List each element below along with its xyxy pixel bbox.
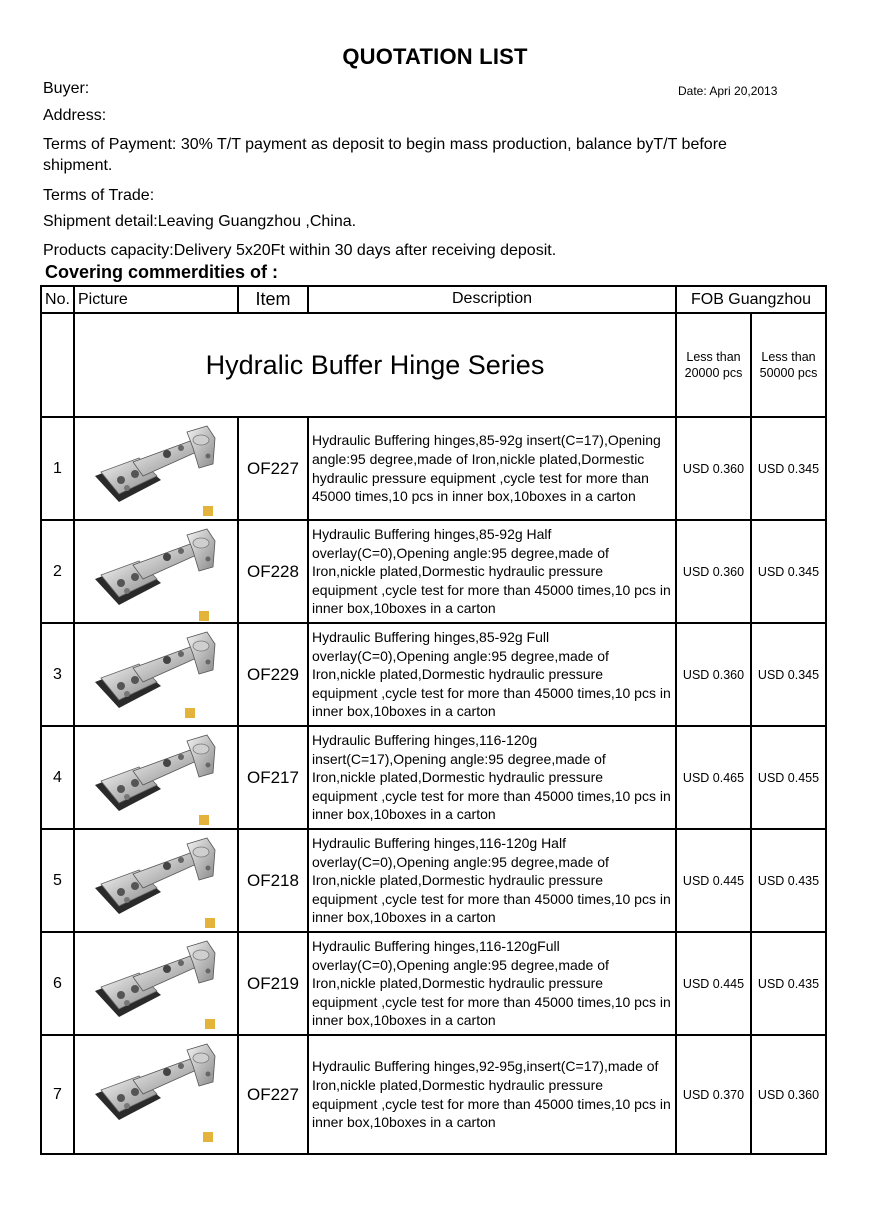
- item-description: Hydraulic Buffering hinges,116-120g insert(C=17),Opening angle:95 degree,made of Iron,nickle plated,Dormestic hydraulic pressure equipment ,cycle test for more than 45000 times,10 pcs in inner box,10boxes in a carton: [308, 726, 676, 829]
- table-row-5: [41, 829, 826, 932]
- cabinet-hinge-icon: [75, 624, 237, 723]
- item-code: OF218: [238, 829, 308, 932]
- price-tier-1: USD 0.445: [676, 829, 751, 932]
- cabinet-hinge-icon: [75, 521, 237, 620]
- item-code: OF217: [238, 726, 308, 829]
- quotation-table: [40, 285, 827, 1155]
- series-title: Hydralic Buffer Hinge Series: [74, 313, 676, 417]
- price-tier-1: USD 0.360: [676, 623, 751, 726]
- item-code: OF227: [238, 1035, 308, 1154]
- quotation-date: Date: Apri 20,2013: [678, 84, 778, 98]
- price-tier-1: USD 0.465: [676, 726, 751, 829]
- cabinet-hinge-icon: [75, 418, 237, 517]
- product-picture: [74, 726, 238, 829]
- row-number: 7: [41, 1035, 74, 1154]
- header-no: No.: [41, 286, 74, 313]
- price-tier-1-line1: Less than: [686, 350, 741, 364]
- price-tier-2: USD 0.435: [751, 932, 826, 1035]
- shipment-detail: Shipment detail:Leaving Guangzhou ,China.: [43, 213, 357, 230]
- yellow-marker-icon: [205, 1019, 215, 1029]
- item-description: Hydraulic Buffering hinges,116-120g Half overlay(C=0),Opening angle:95 degree,made of Iron,nickle plated,Dormestic hydraulic pressure equipment ,cycle test for more than 45000 times,10 pcs in inner box,10boxes in a carton: [308, 829, 676, 932]
- yellow-marker-icon: [203, 1132, 213, 1142]
- item-code: OF228: [238, 520, 308, 623]
- row-number: 6: [41, 932, 74, 1035]
- price-tier-2: USD 0.345: [751, 417, 826, 520]
- cabinet-hinge-icon: [75, 830, 237, 929]
- item-code: OF219: [238, 932, 308, 1035]
- price-tier-2-line2: 50000 pcs: [759, 366, 818, 380]
- table-row-6: [41, 932, 826, 1035]
- product-picture: [74, 417, 238, 520]
- series-empty-cell: [41, 313, 74, 417]
- price-tier-1: USD 0.360: [676, 417, 751, 520]
- yellow-marker-icon: [199, 815, 209, 825]
- price-tier-2-header: [751, 313, 826, 417]
- row-number: 1: [41, 417, 74, 520]
- price-tier-2-line1: Less than: [761, 350, 816, 364]
- buyer-label: Buyer:: [43, 80, 90, 97]
- item-description: Hydraulic Buffering hinges,85-92g insert(C=17),Opening angle:95 degree,made of Iron,nickle plated,Dormestic hydraulic pressure equipment ,cycle test for more than 45000 times,10 pcs in inner box,10boxes in a carton: [308, 417, 676, 520]
- table-row-1: [41, 417, 826, 520]
- row-number: 3: [41, 623, 74, 726]
- price-tier-2: USD 0.360: [751, 1035, 826, 1154]
- price-tier-2: USD 0.345: [751, 520, 826, 623]
- table-header-row: [41, 286, 826, 313]
- cabinet-hinge-icon: [75, 933, 237, 1032]
- row-number: 4: [41, 726, 74, 829]
- item-description: Hydraulic Buffering hinges,92-95g,insert(C=17),made of Iron,nickle plated,Dormestic hydraulic pressure equipment ,cycle test for more than 45000 times,10 pcs in inner box,10boxes in a carton: [308, 1035, 676, 1154]
- yellow-marker-icon: [199, 611, 209, 621]
- table-row-4: [41, 726, 826, 829]
- terms-of-payment-cont: shipment.: [43, 157, 113, 174]
- table-row-3: [41, 623, 826, 726]
- header-fob: FOB Guangzhou: [676, 286, 826, 313]
- item-description: Hydraulic Buffering hinges,85-92g Full overlay(C=0),Opening angle:95 degree,made of Iron,nickle plated,Dormestic hydraulic pressure equipment ,cycle test for more than 45000 times,10 pcs in inner box,10boxes in a carton: [308, 623, 676, 726]
- cabinet-hinge-icon: [75, 1036, 237, 1135]
- terms-of-trade: Terms of Trade:: [43, 187, 155, 204]
- table-row-7: [41, 1035, 826, 1154]
- header-item: Item: [238, 286, 308, 313]
- product-picture: [74, 829, 238, 932]
- price-tier-2: USD 0.455: [751, 726, 826, 829]
- item-code: OF227: [238, 417, 308, 520]
- yellow-marker-icon: [205, 918, 215, 928]
- price-tier-2: USD 0.435: [751, 829, 826, 932]
- header-description: Description: [308, 286, 676, 313]
- price-tier-1: USD 0.360: [676, 520, 751, 623]
- product-picture: [74, 1035, 238, 1154]
- price-tier-1: USD 0.445: [676, 932, 751, 1035]
- cabinet-hinge-icon: [75, 727, 237, 826]
- address-label: Address:: [43, 107, 107, 124]
- row-number: 5: [41, 829, 74, 932]
- table-row-2: [41, 520, 826, 623]
- page-title: QUOTATION LIST: [342, 44, 528, 69]
- terms-of-payment: Terms of Payment: 30% T/T payment as deposit to begin mass production, balance byT/T before: [43, 136, 727, 153]
- series-row: [41, 313, 826, 417]
- covering-commodities-heading: Covering commerdities of :: [45, 262, 279, 282]
- row-number: 2: [41, 520, 74, 623]
- price-tier-1-line2: 20000 pcs: [684, 366, 743, 380]
- product-picture: [74, 520, 238, 623]
- item-description: Hydraulic Buffering hinges,116-120gFull overlay(C=0),Opening angle:95 degree,made of Iron,nickle plated,Dormestic hydraulic pressure equipment ,cycle test for more than 45000 times,10 pcs in inner box,10boxes in a carton: [308, 932, 676, 1035]
- header-picture: Picture: [74, 286, 238, 313]
- price-tier-1-header: [676, 313, 751, 417]
- price-tier-1: USD 0.370: [676, 1035, 751, 1154]
- item-code: OF229: [238, 623, 308, 726]
- item-description: Hydraulic Buffering hinges,85-92g Half overlay(C=0),Opening angle:95 degree,made of Iron,nickle plated,Dormestic hydraulic pressure equipment ,cycle test for more than 45000 times,10 pcs in inner box,10boxes in a carton: [308, 520, 676, 623]
- products-capacity: Products capacity:Delivery 5x20Ft within 30 days after receiving deposit.: [43, 242, 557, 259]
- yellow-marker-icon: [203, 506, 213, 516]
- product-picture: [74, 623, 238, 726]
- product-picture: [74, 932, 238, 1035]
- price-tier-2: USD 0.345: [751, 623, 826, 726]
- yellow-marker-icon: [185, 708, 195, 718]
